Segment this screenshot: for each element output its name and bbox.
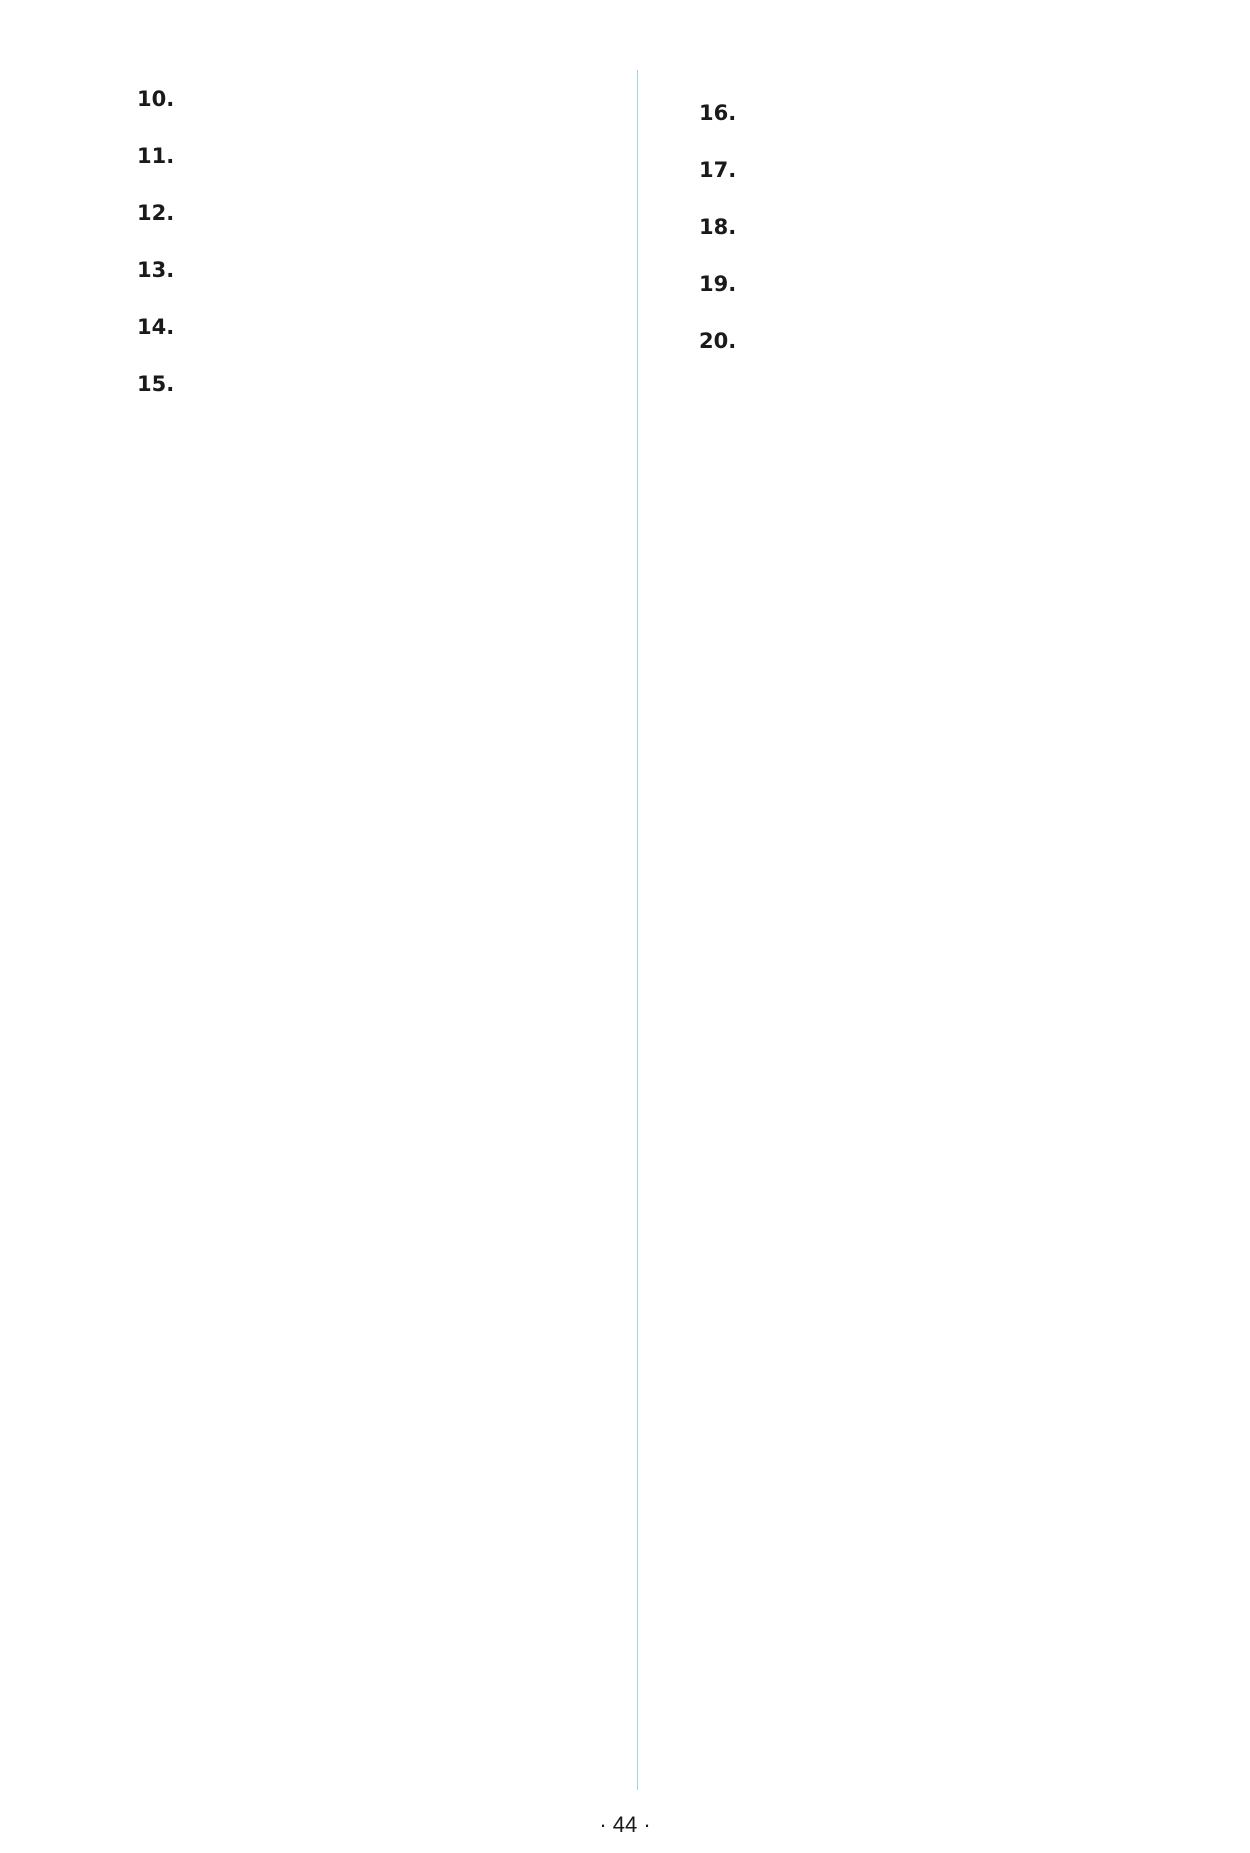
left-column <box>95 78 615 420</box>
column-divider <box>637 70 638 1790</box>
page-number: · 44 · <box>599 1812 651 1837</box>
answer-18: 18. <box>699 215 737 239</box>
answer-15: 15. <box>137 372 175 396</box>
answer-12: 12. <box>137 201 175 225</box>
answer-10: 10. <box>137 87 175 111</box>
answer-19: 19. <box>699 272 737 296</box>
answer-13: 13. <box>137 258 175 282</box>
answer-11: 11. <box>137 144 175 168</box>
answer-14: 14. <box>137 315 175 339</box>
answer-16: 16. <box>699 101 737 125</box>
answer-20: 20. <box>699 329 737 353</box>
right-column <box>657 78 1177 377</box>
answer-17: 17. <box>699 158 737 182</box>
